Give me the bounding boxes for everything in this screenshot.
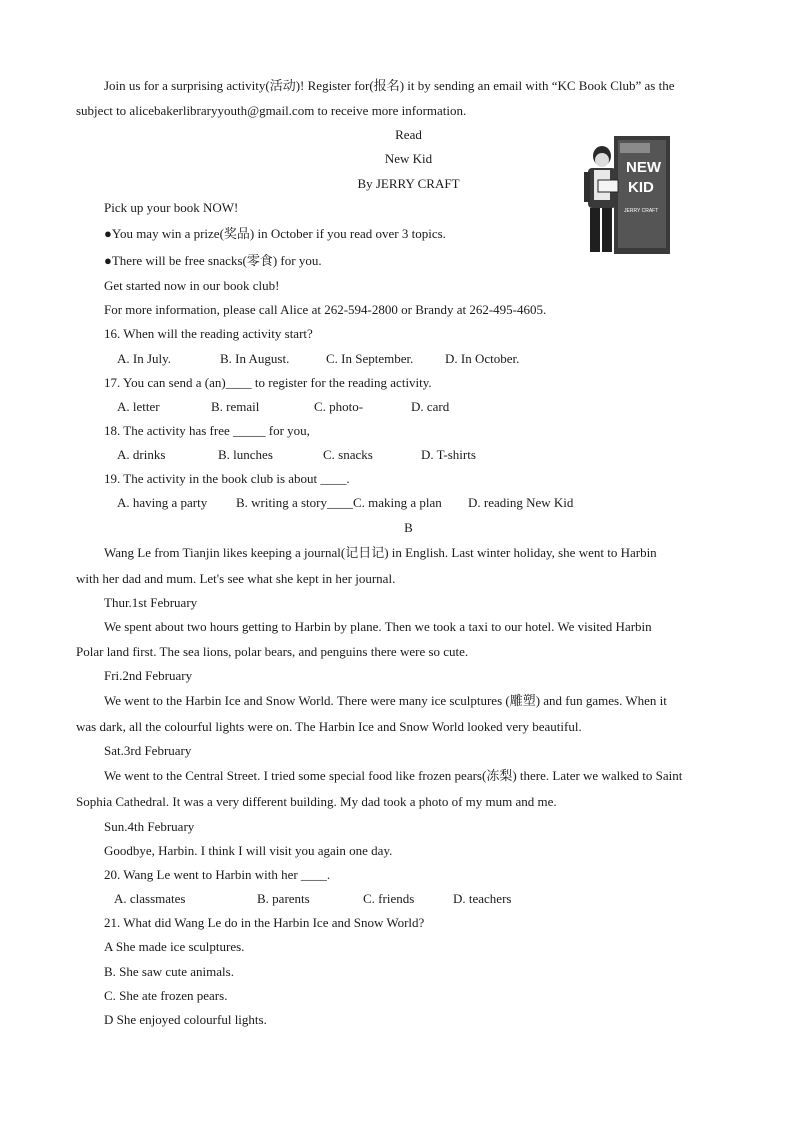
- question-21-stem: 21. What did Wang Le do in the Harbin Ice and Snow World?: [104, 915, 425, 930]
- question-16-option-d: D. In October.: [445, 351, 520, 366]
- book-read-label: Read: [395, 127, 422, 142]
- question-20-stem: 20. Wang Le went to Harbin with her ____.: [104, 867, 331, 882]
- question-20-option-b: B. parents: [257, 891, 310, 906]
- journal-entry-4-line-1: Goodbye, Harbin. I think I will visit you again one day.: [104, 843, 393, 858]
- question-17-stem: 17. You can send a (an)____ to register for the reading activity.: [104, 375, 432, 390]
- journal-date-3: Sat.3rd February: [104, 743, 192, 758]
- journal-entry-2-line-2: was dark, all the colourful lights were on. The Harbin Ice and Snow World looked very beautiful.: [76, 719, 582, 734]
- question-16-option-a: A. In July.: [117, 351, 172, 366]
- journal-entry-2-line-1: We went to the Harbin Ice and Snow World. There were many ice sculptures (雕塑) and fun games. When it: [104, 693, 667, 708]
- question-18-option-a: A. drinks: [117, 447, 166, 462]
- section-b-intro-2: with her dad and mum. Let's see what she kept in her journal.: [76, 571, 396, 586]
- question-21-option-a: A She made ice sculptures.: [104, 939, 245, 954]
- journal-date-1: Thur.1st February: [104, 595, 198, 610]
- question-18-option-c: C. snacks: [323, 447, 373, 462]
- bullet-snacks: ●There will be free snacks(零食) for you.: [104, 253, 322, 268]
- book-title: New Kid: [384, 151, 433, 166]
- question-19-stem: 19. The activity in the book club is about ____.: [104, 471, 350, 486]
- question-19-option-b-c: B. writing a story____C. making a plan: [236, 495, 442, 510]
- cover-author: JERRY CRAFT: [624, 208, 659, 214]
- bullet-prize: ●You may win a prize(奖品) in October if you read over 3 topics.: [104, 226, 446, 241]
- question-21-option-d: D She enjoyed colourful lights.: [104, 1012, 267, 1027]
- journal-entry-3-line-2: Sophia Cathedral. It was a very different building. My dad took a photo of my mum and me.: [76, 794, 557, 809]
- question-17-option-b: B. remail: [211, 399, 260, 414]
- question-20-option-c: C. friends: [363, 891, 415, 906]
- intro-line-1: Join us for a surprising activity(活动)! Register for(报名) it by sending an email with “KC Book Club” as the: [104, 78, 675, 93]
- book-author: By JERRY CRAFT: [357, 176, 460, 191]
- question-21-option-c: C. She ate frozen pears.: [104, 988, 228, 1003]
- question-19-option-a: A. having a party: [117, 495, 208, 510]
- section-b-label: B: [404, 520, 413, 535]
- book-cover-image: [580, 134, 672, 256]
- question-20-option-a: A. classmates: [114, 891, 186, 906]
- book-cover-illustration: [580, 134, 672, 256]
- intro-line-2: subject to alicebakerlibraryyouth@gmail.com to receive more information.: [76, 103, 467, 118]
- pickup-line: Pick up your book NOW!: [104, 200, 239, 215]
- question-19-option-d: D. reading New Kid: [468, 495, 574, 510]
- journal-date-4: Sun.4th February: [104, 819, 195, 834]
- journal-entry-1-line-1: We spent about two hours getting to Harbin by plane. Then we took a taxi to our hotel. We visited Harbin: [104, 619, 652, 634]
- journal-entry-1-line-2: Polar land first. The sea lions, polar bears, and penguins there were so cute.: [76, 644, 469, 659]
- journal-entry-3-line-1: We went to the Central Street. I tried some special food like frozen pears(冻梨) there. Later we walked to Saint: [104, 768, 683, 783]
- question-18-stem: 18. The activity has free _____ for you,: [104, 423, 310, 438]
- question-18-option-b: B. lunches: [218, 447, 273, 462]
- journal-date-2: Fri.2nd February: [104, 668, 193, 683]
- question-18-option-d: D. T-shirts: [421, 447, 476, 462]
- question-17-option-d: D. card: [411, 399, 450, 414]
- cover-title-1: NEW: [626, 159, 661, 176]
- section-b-intro-1: Wang Le from Tianjin likes keeping a journal(记日记) in English. Last winter holiday, she went to Harbin: [104, 545, 657, 560]
- question-17-option-c: C. photo-: [314, 399, 364, 414]
- question-16-option-b: B. In August.: [220, 351, 290, 366]
- question-16-option-c: C. In September.: [326, 351, 414, 366]
- cover-title-2: KID: [628, 179, 654, 196]
- question-21-option-b: B. She saw cute animals.: [104, 964, 234, 979]
- contact-line: For more information, please call Alice at 262-594-2800 or Brandy at 262-495-4605.: [104, 302, 547, 317]
- question-16-stem: 16. When will the reading activity start?: [104, 326, 313, 341]
- question-17-option-a: A. letter: [117, 399, 160, 414]
- question-20-option-d: D. teachers: [453, 891, 512, 906]
- get-started-line: Get started now in our book club!: [104, 278, 280, 293]
